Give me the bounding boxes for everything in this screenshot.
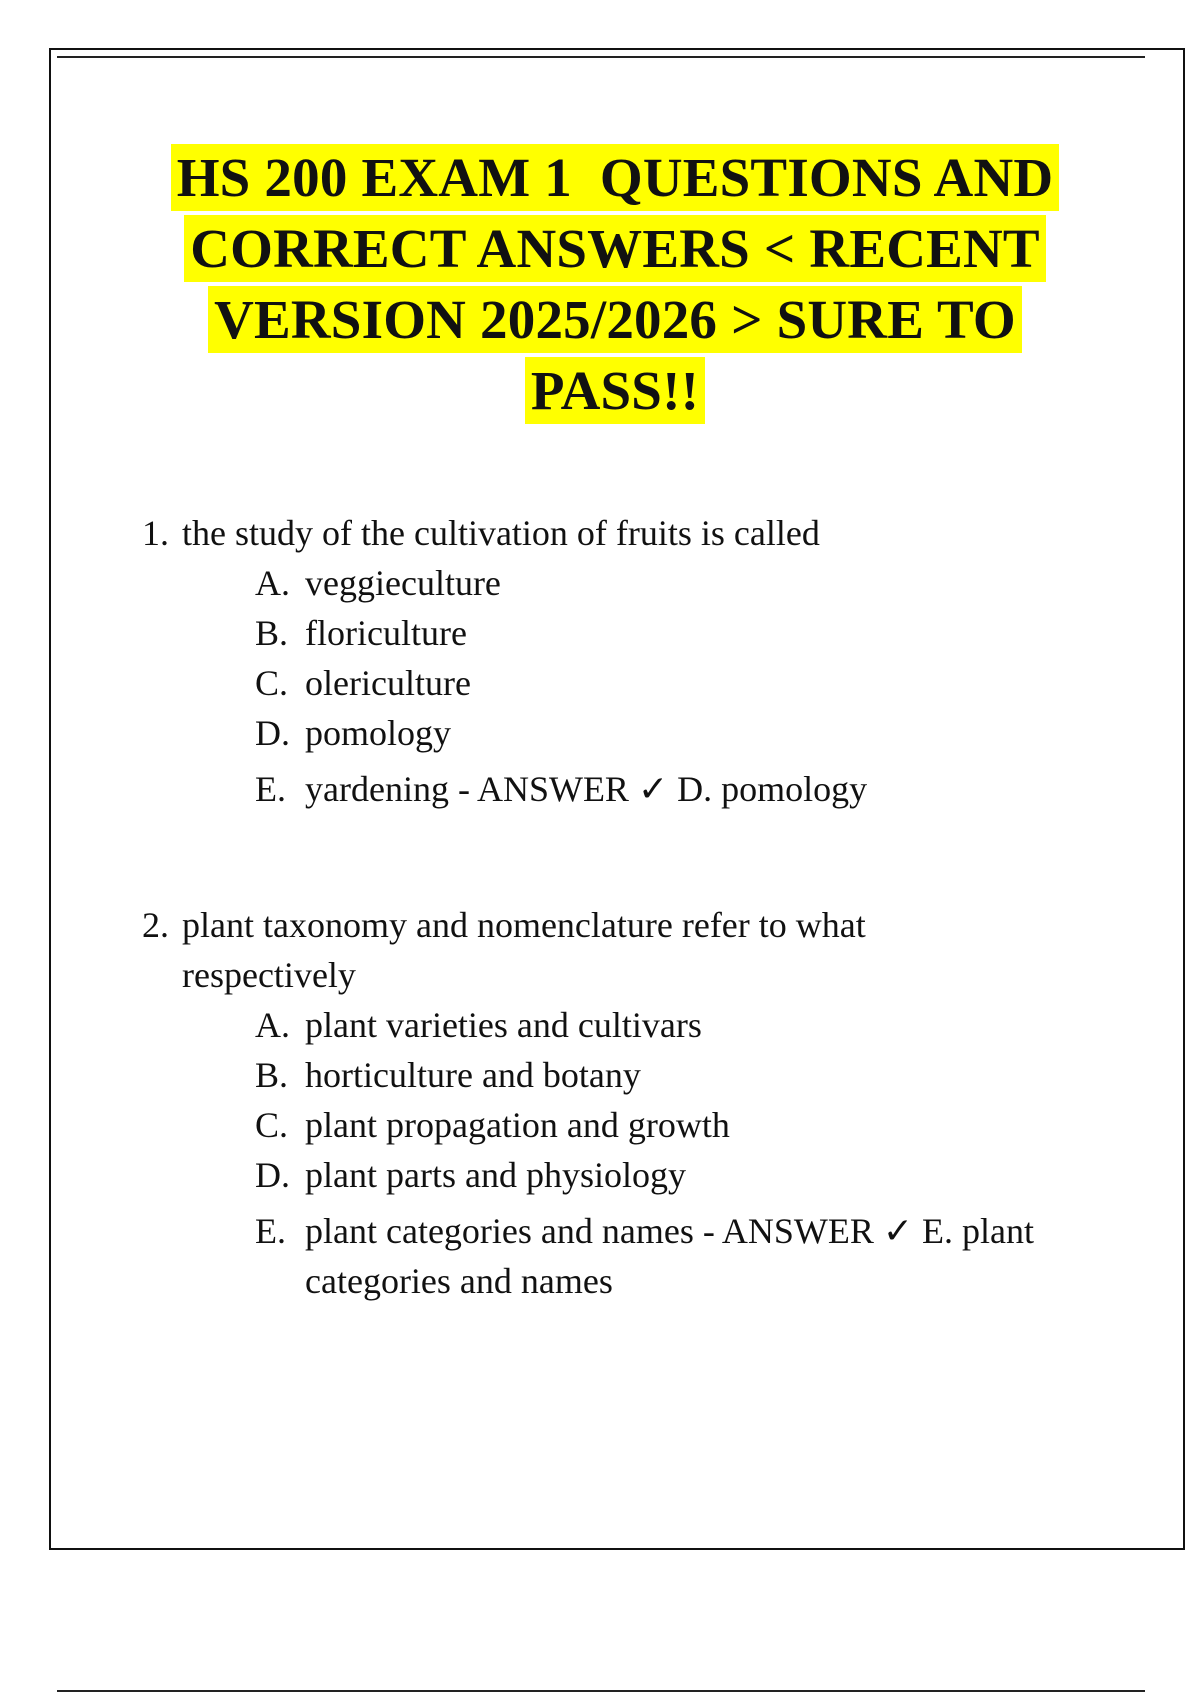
title-line: CORRECT ANSWERS < RECENT xyxy=(150,216,1080,282)
option-e-with-answer: E. plant categories and names - ANSWER ✓ E. plant categories and names xyxy=(255,1211,1034,1301)
question-1 xyxy=(142,508,1085,814)
answer-options xyxy=(255,1000,1085,1306)
option-a: A. veggieculture xyxy=(255,563,501,603)
option-d: D. plant parts and physiology xyxy=(255,1155,686,1195)
header-rule xyxy=(57,56,1145,58)
option-b: B. floriculture xyxy=(255,613,467,653)
question-text: plant taxonomy and nomenclature refer to what respectively xyxy=(182,905,866,995)
question-number: 1. xyxy=(142,513,169,553)
option-b: B. horticulture and botany xyxy=(255,1055,641,1095)
answer-options xyxy=(255,558,1085,814)
title-line: HS 200 EXAM 1 QUESTIONS AND xyxy=(150,145,1080,211)
footer-rule xyxy=(57,1690,1145,1692)
option-a: A. plant varieties and cultivars xyxy=(255,1005,702,1045)
title-line: PASS!! xyxy=(150,358,1080,424)
option-c: C. plant propagation and growth xyxy=(255,1105,730,1145)
option-e-with-answer: E. yardening - ANSWER ✓ D. pomology xyxy=(255,769,868,809)
question-number: 2. xyxy=(142,905,169,945)
question-text: the study of the cultivation of fruits is called xyxy=(182,513,820,553)
question-2 xyxy=(142,900,1085,1306)
option-d: D. pomology xyxy=(255,713,452,753)
option-c: C. olericulture xyxy=(255,663,471,703)
document-title xyxy=(150,145,1080,429)
title-line: VERSION 2025/2026 > SURE TO xyxy=(150,287,1080,353)
